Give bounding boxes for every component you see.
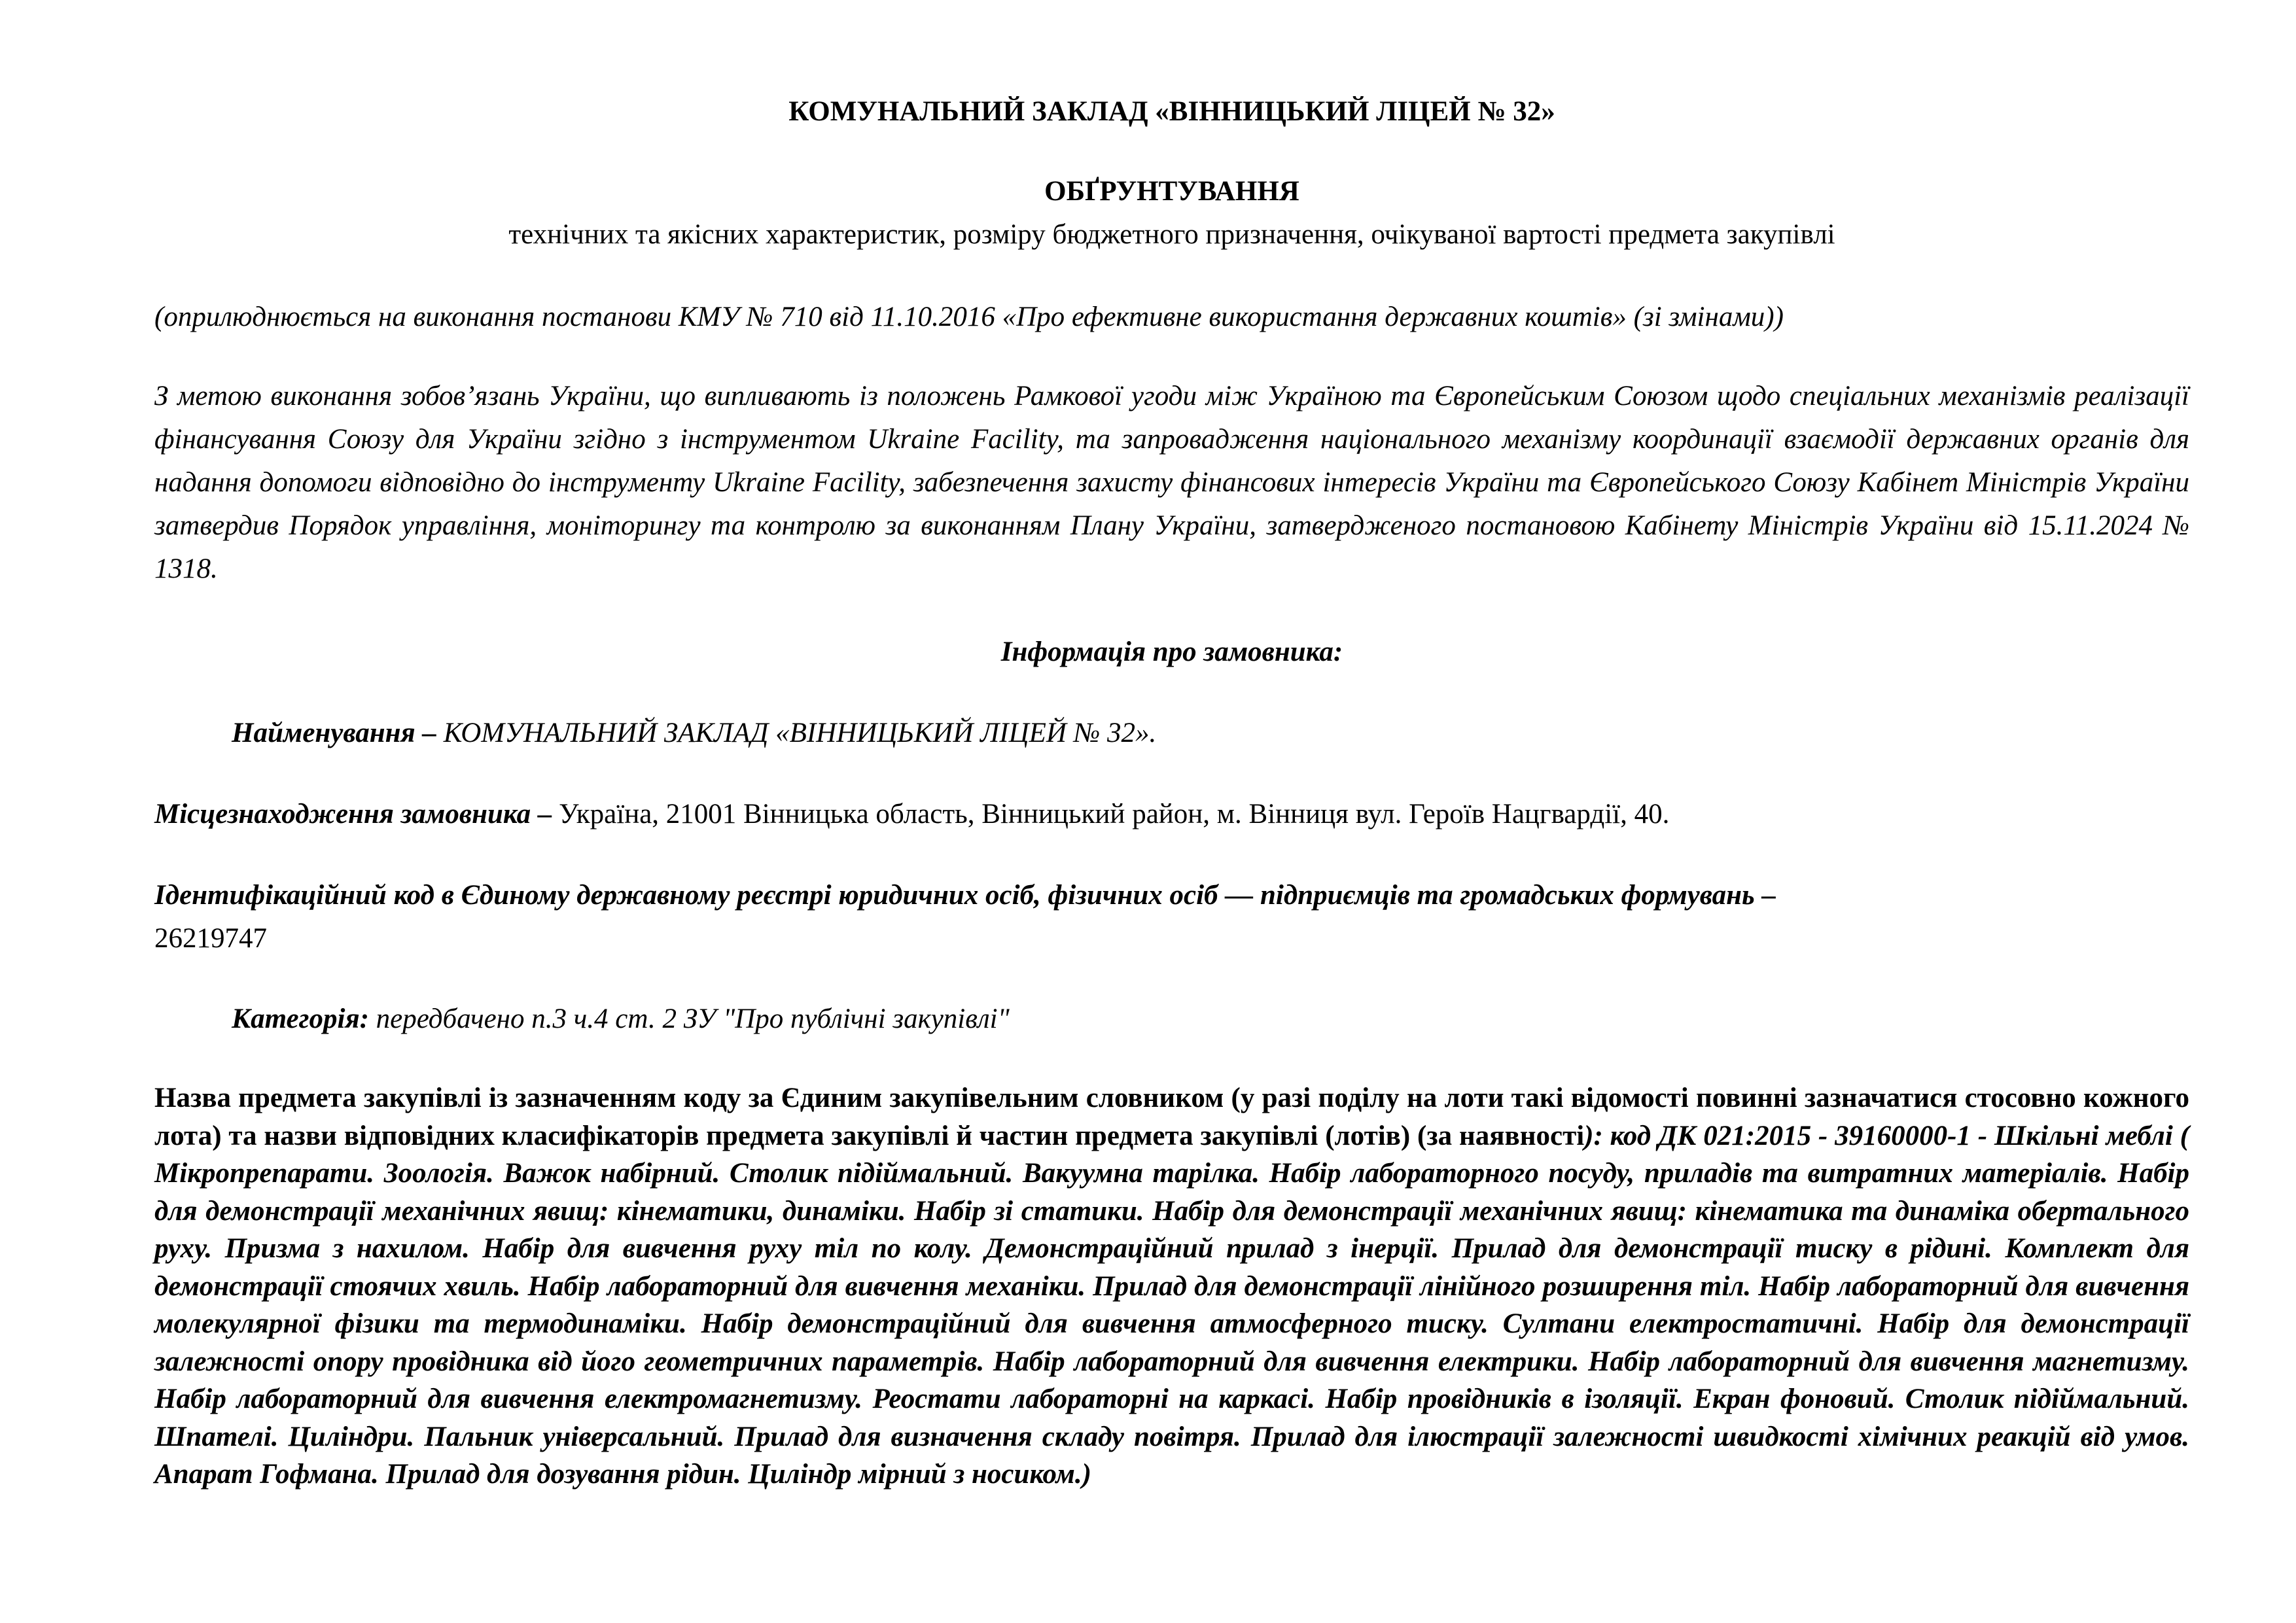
subject-value: ): код ДК 021:2015 - 39160000-1 - Шкільні меблі ( Мікропрепарати. Зоологія. Важок набірний. Столик підіймальний. Вакуумна тарілка. Набір лабораторного посуду, приладів та витратних матеріалів. Набір для демонстрації механічних явищ: кінематики, динаміки. Набір зі статики. Набір для демонстрації механічних явищ: кінематика та динаміка обертального руху. Призма з нахилом. Набір для вивчення руху тіл по колу. Демонстраційний прилад з інерції. Прилад для демонстрації тиску в рідині. Комплект для демонстрації стоячих хвиль. Набір лабораторний для вивчення механіки. Прилад для демонстрації лінійного розширення тіл. Набір лабораторний для вивчення молекулярної фізики та термодинаміки. Набір демонстраційний для вивчення атмосферного тиску. Султани електростатичні. Набір для демонстрації залежності опору провідника від його геометричних параметрів. Набір лабораторний для вивчення електрики. Набір лабораторний для вивчення магнетизму. Набір лабораторний для вивчення електромагнетизму. Реостати лабораторні на каркасі. Набір провідників в ізоляції. Екран фоновий. Столик підіймальний. Шпателі. Циліндри. Пальник універсальний. Прилад для визначення складу повітря. Прилад для ілюстрації залежності швидкості хімічних реакцій від умов. Апарат Гофмана. Прилад для дозування рідин. Циліндр мірний з носиком.) — [154, 1120, 2189, 1490]
subject-label: Назва предмета закупівлі із зазначенням коду за Єдиним закупівельним словником (у разі поділу на лоти такі відомості повинні зазначатися стосовно кожного лота) та назви відповідних класифікаторів предмета закупівлі й частин предмета закупівлі (лотів) (за наявності — [154, 1083, 2189, 1151]
customer-info-heading: Інформація про замовника: — [1000, 637, 1343, 667]
customer-name-value: КОМУНАЛЬНИЙ ЗАКЛАД «ВІННИЦЬКИЙ ЛІЦЕЙ № 32». — [436, 718, 1157, 748]
customer-location-line — [154, 793, 2189, 836]
customer-code-block — [154, 874, 2189, 960]
customer-code-value: 26219747 — [154, 923, 267, 954]
customer-location-value: Україна, 21001 Вінницька область, Вінницький район, м. Вінниця вул. Героїв Нацгвардії, 40. — [552, 799, 1670, 829]
purpose-paragraph: З метою виконання зобов’язань України, що випливають із положень Рамкової угоди між Україною та Європейським Союзом щодо спеціальних механізмів реалізації фінансування Союзу для України згідно з інструментом Ukraine Facility, та запровадження національного механізму координації взаємодії державних органів для надання допомоги відповідно до інструменту Ukraine Facility, забезпечення захисту фінансових інтересів України та Європейського Союзу Кабінет Міністрів України затвердив Порядок управління, моніторингу та контролю за виконанням Плану України, затвердженого постановою Кабінету Міністрів України від 15.11.2024 № 1318. — [154, 381, 2189, 584]
document-title: ОБҐРУНТУВАННЯ — [1044, 176, 1299, 207]
customer-category-label: Категорія: — [232, 1003, 369, 1034]
customer-name-line — [232, 712, 2189, 755]
document-page — [154, 0, 2189, 1623]
procurement-subject-paragraph — [154, 1079, 2189, 1493]
customer-code-label: Ідентифікаційний код в Єдиному державному реєстрі юридичних осіб, фізичних осіб — підприємців та громадських формувань – — [154, 880, 1776, 911]
customer-location-label: Місцезнаходження замовника – — [154, 799, 552, 829]
customer-category-value: передбачено п.3 ч.4 ст. 2 ЗУ "Про публічні закупівлі" — [368, 1003, 1010, 1034]
publication-note: (оприлюднюється на виконання постанови КМУ № 710 від 11.10.2016 «Про ефективне використання державних коштів» (зі змінами)) — [154, 302, 1784, 332]
customer-category-line — [232, 998, 2189, 1041]
institution-title: КОМУНАЛЬНИЙ ЗАКЛАД «ВІННИЦЬКИЙ ЛІЦЕЙ № 32» — [788, 96, 1555, 127]
document-subtitle: технічних та якісних характеристик, розміру бюджетного призначення, очікуваної вартості предмета закупівлі — [508, 219, 1835, 250]
customer-name-label: Найменування – — [232, 718, 436, 748]
